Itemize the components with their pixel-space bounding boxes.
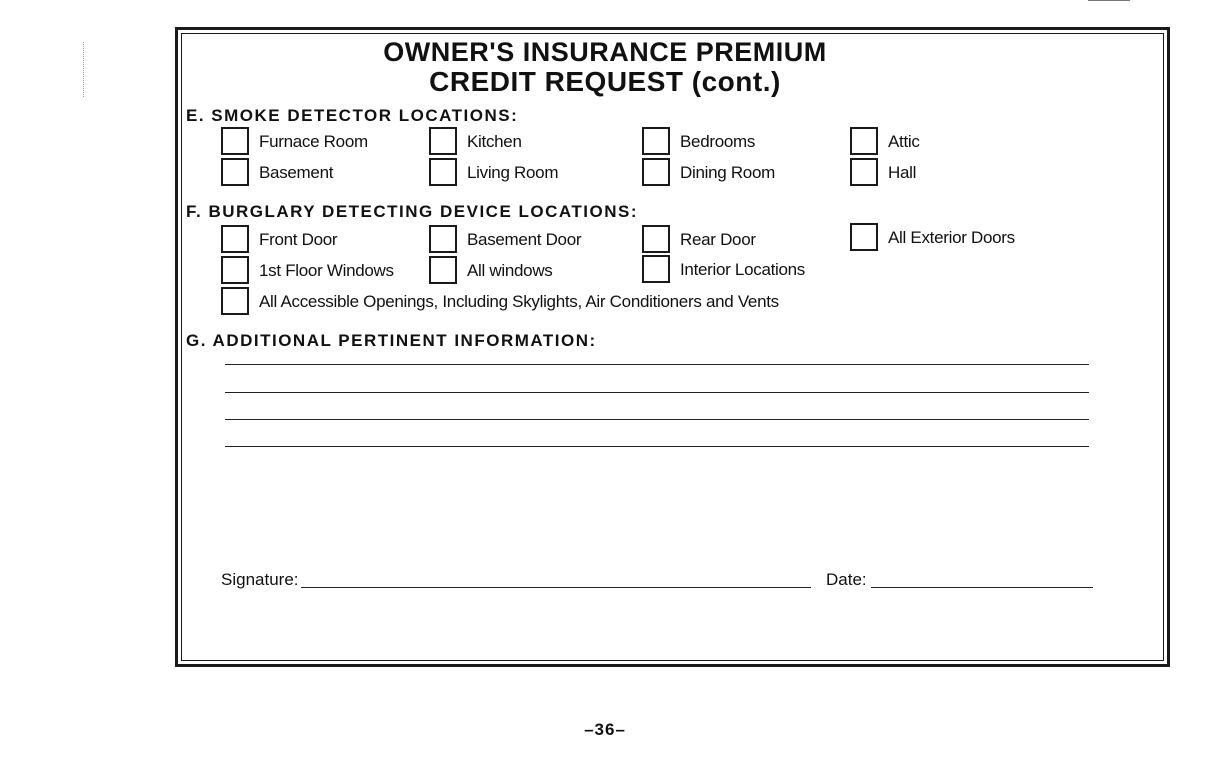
checkbox-label: 1st Floor Windows (259, 261, 394, 280)
checkbox-box[interactable] (221, 225, 249, 253)
checkbox-label: Bedrooms (680, 132, 756, 151)
checkbox-box[interactable] (221, 287, 249, 315)
checkbox-label: Interior Locations (680, 260, 806, 279)
section-g-heading: G. ADDITIONAL PERTINENT INFORMATION: (186, 331, 597, 350)
checkbox-box[interactable] (642, 225, 670, 253)
checkbox-label: Furnace Room (259, 132, 368, 151)
checkbox-label: Rear Door (680, 230, 756, 249)
checkbox-label: All Accessible Openings, Including Skylights, Air Conditioners and Vents (259, 292, 779, 311)
checkbox-box[interactable] (642, 127, 670, 155)
checkbox-label: Front Door (259, 230, 338, 249)
checkbox-label: Attic (888, 132, 920, 151)
checkbox-box[interactable] (429, 256, 457, 284)
section-f-heading: F. BURGLARY DETECTING DEVICE LOCATIONS: (186, 202, 639, 221)
checkbox-label: All windows (467, 261, 553, 280)
checkbox-box[interactable] (642, 158, 670, 186)
checkbox-label: Basement (259, 163, 334, 182)
info-line-3[interactable] (225, 419, 1089, 420)
page-number: –36– (584, 720, 626, 739)
checkbox-label: Hall (888, 163, 917, 182)
checkbox-box[interactable] (221, 127, 249, 155)
section-e-heading: E. SMOKE DETECTOR LOCATIONS: (186, 106, 519, 125)
info-line-2[interactable] (225, 392, 1089, 393)
checkbox-box[interactable] (429, 127, 457, 155)
checkbox-label: All Exterior Doors (888, 228, 1015, 247)
signature-label: Signature: (221, 570, 299, 589)
date-field[interactable] (871, 587, 1093, 588)
checkbox-box[interactable] (429, 158, 457, 186)
date-label: Date: (826, 570, 867, 589)
checkbox-box[interactable] (221, 256, 249, 284)
checkbox-box[interactable] (642, 255, 670, 283)
info-line-1[interactable] (225, 364, 1089, 365)
signature-field[interactable] (301, 587, 811, 588)
checkbox-box[interactable] (850, 127, 878, 155)
checkbox-label: Dining Room (680, 163, 775, 182)
checkbox-box[interactable] (850, 223, 878, 251)
form-title-line1: OWNER'S INSURANCE PREMIUM (383, 37, 827, 67)
info-line-4[interactable] (225, 446, 1089, 447)
checkbox-label: Kitchen (467, 132, 522, 151)
checkbox-box[interactable] (850, 158, 878, 186)
top-edge-mark (1088, 0, 1130, 1)
checkbox-label: Basement Door (467, 230, 582, 249)
checkbox-label: Living Room (467, 163, 559, 182)
form-title-line2: CREDIT REQUEST (cont.) (429, 66, 781, 97)
checkbox-box[interactable] (429, 225, 457, 253)
checkbox-box[interactable] (221, 158, 249, 186)
